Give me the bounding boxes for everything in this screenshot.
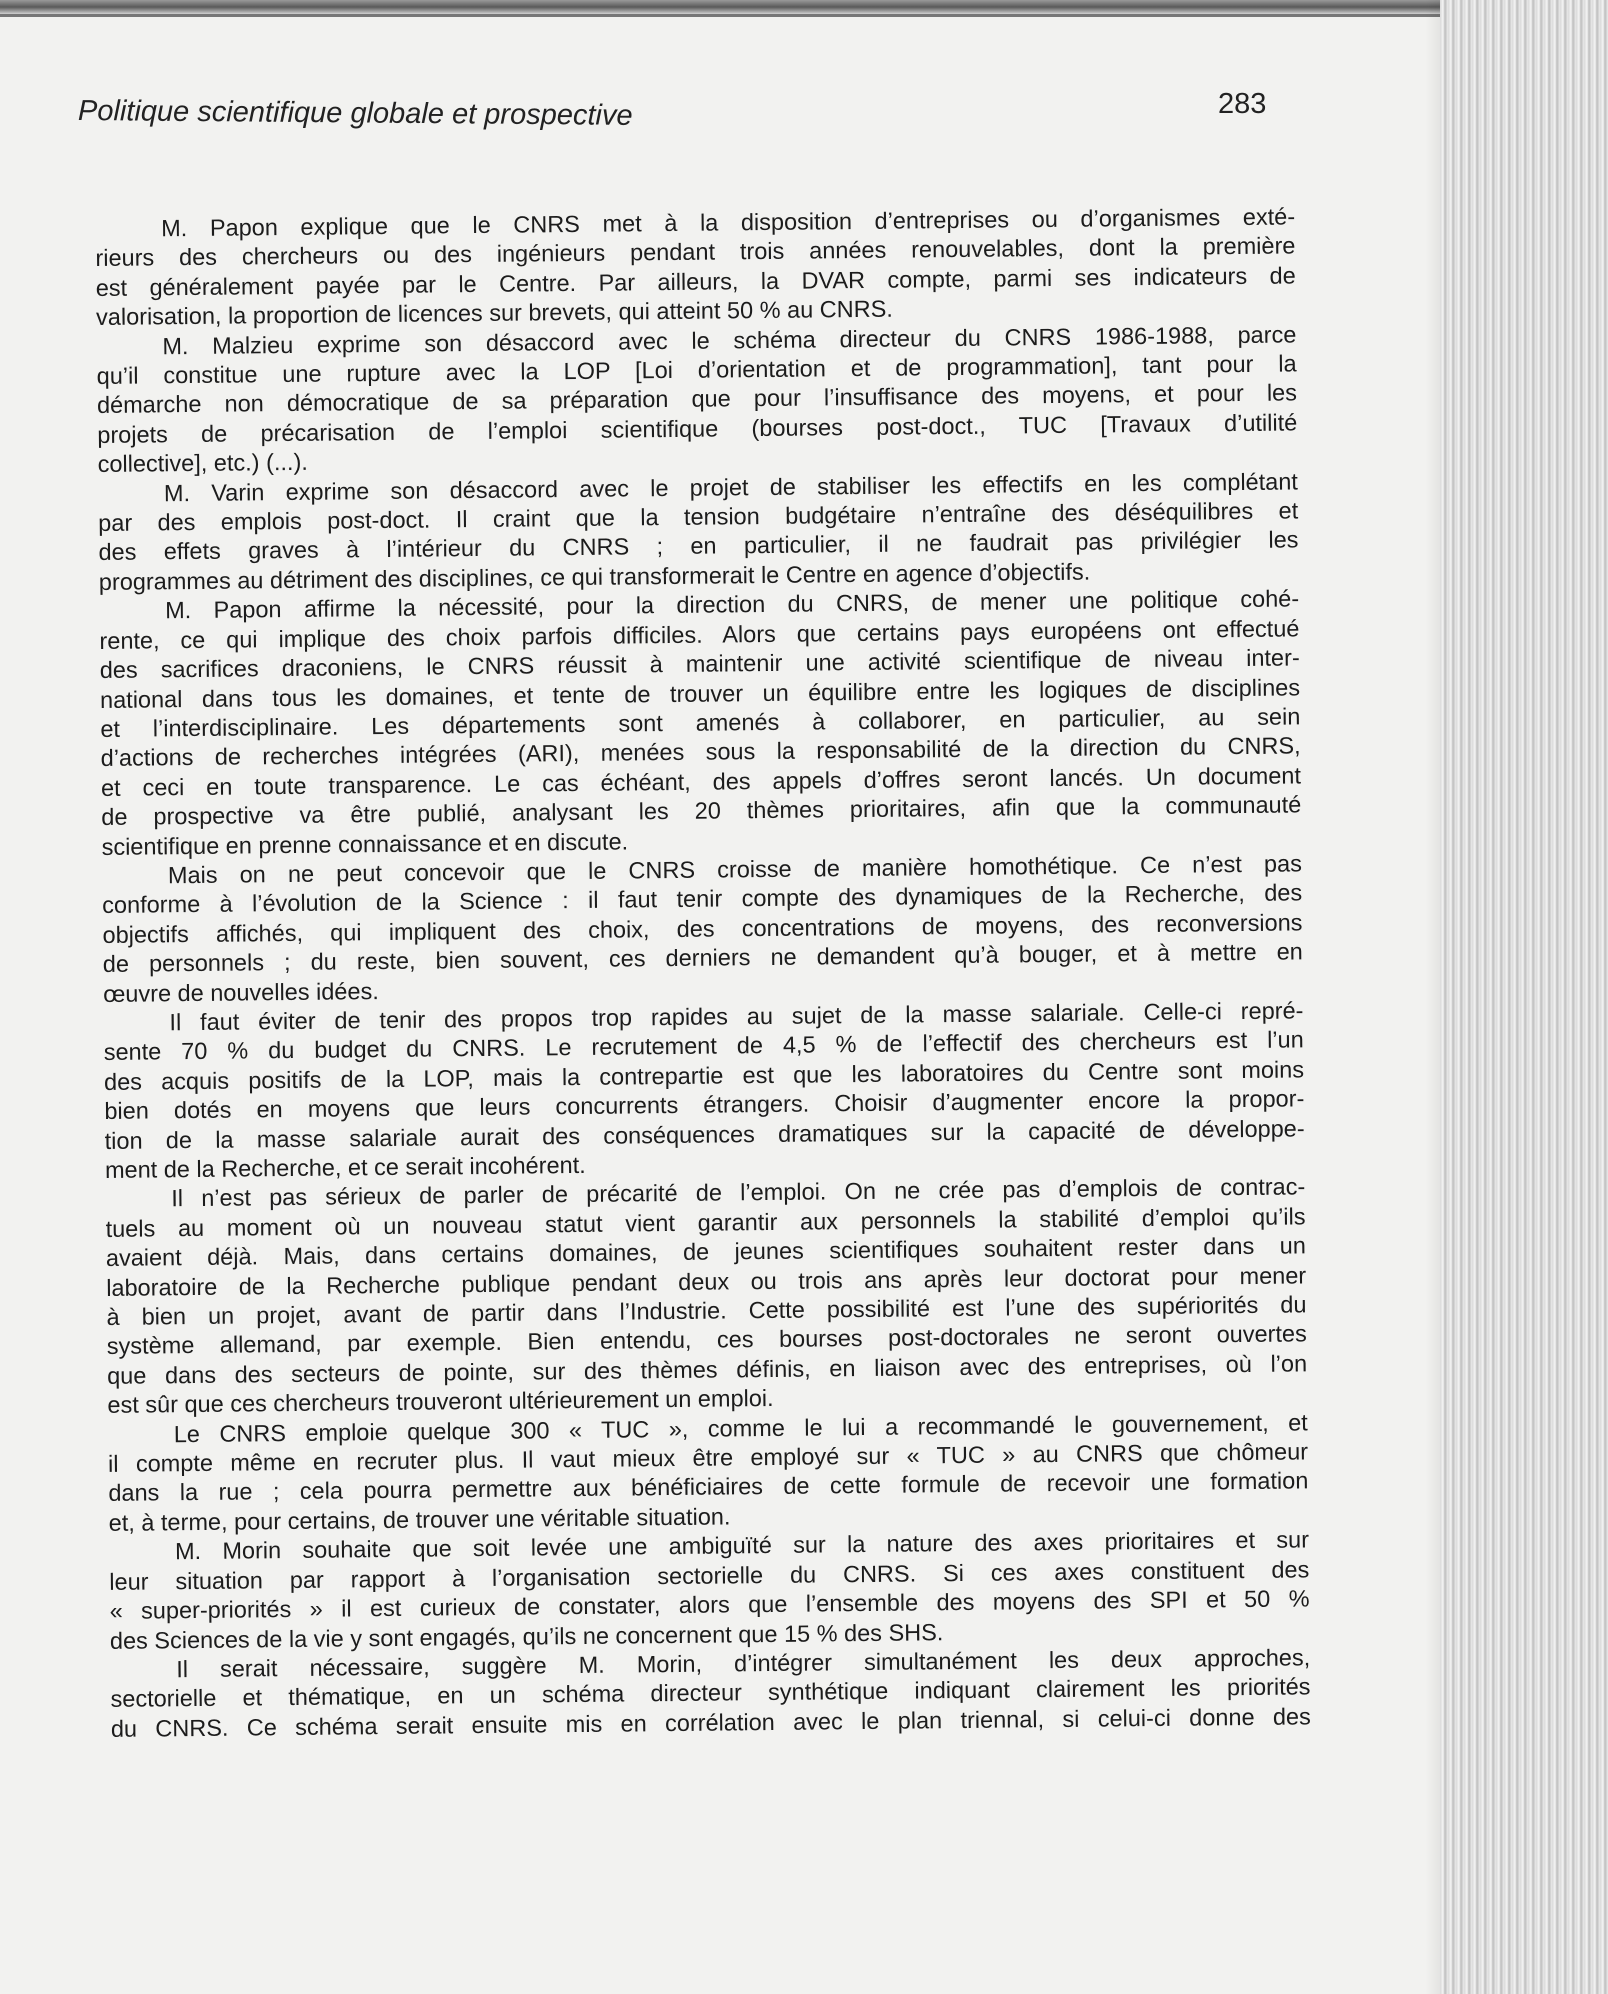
text-line: leur situation par rapport à l’organisation sectorielle du CNRS. Si ces axes constituent des (109, 1556, 1310, 1595)
text-line: des effets graves à l’intérieur du CNRS ; en particulier, il ne faudrait pas privilégier les (98, 526, 1299, 566)
text-line: Le CNRS emploie quelque 300 « TUC », comme le lui a recommandé le gouvernement, et (173, 1409, 1308, 1447)
text-line: il compte même en recruter plus. Il vaut mieux être employé sur « TUC » au CNRS que chômeur (107, 1438, 1309, 1477)
text-line: programmes au détriment des disciplines, ce qui transformerait le Centre en agence d’objectifs. (98, 558, 1091, 595)
text-line: collective], etc.) (...). (97, 449, 308, 478)
paragraph (103, 996, 1305, 1185)
text-line: et ceci en toute transparence. Le cas échéant, des appels d’offres seront lancés. Un document (100, 762, 1302, 801)
text-line: M. Papon explique que le CNRS met à la disposition d’entreprises ou d’organismes exté- (161, 203, 1296, 242)
paragraph (102, 849, 1303, 1009)
text-line: démarche non démocratique de sa préparation que pour l’insuffisance des moyens, et pour les (96, 379, 1298, 419)
text-line: sente 70 % du budget du CNRS. Le recrutement de 4,5 % de l’effectif des chercheurs est l’un (103, 1026, 1304, 1066)
text-line: est généralement payée par le Centre. Par ailleurs, la DVAR compte, parmi ses indicateurs de (95, 262, 1296, 301)
text-line: des sacrifices draconiens, le CNRS réussit à maintenir une activité scientifique de niveau inter- (99, 644, 1300, 684)
text-line: Mais on ne peut concevoir que le CNRS croisse de manière homothétique. Ce n’est pas (167, 850, 1302, 889)
text-line: dans la rue ; cela pourra permettre aux bénéficiaires de cette formule de recevoir une formation (108, 1467, 1309, 1507)
page-stack-edge (1440, 0, 1608, 1994)
paragraph (108, 1408, 1309, 1538)
text-line: et, à terme, pour certains, de trouver une véritable situation. (108, 1503, 731, 1536)
text-line: rieurs des chercheurs ou des ingénieurs pendant trois années renouvelables, dont la première (95, 232, 1296, 272)
text-line: œuvre de nouvelles idées. (103, 977, 379, 1007)
paragraph (110, 1643, 1311, 1744)
page-number: 283 (1218, 88, 1267, 120)
paragraph (98, 467, 1299, 597)
text-line: et l’interdisciplinaire. Les départements sont amenés à collaborer, en particulier, au sein (100, 703, 1301, 742)
text-line: national dans tous les domaines, et tente de trouver un équilibre entre les logiques de disciplines (99, 673, 1301, 713)
text-line: par des emplois post-doct. Il craint que la tension budgétaire n’entraîne des déséquilibres et (98, 497, 1299, 537)
text-line: tuels au moment où un nouveau statut vient garantir aux personnels la stabilité d’emploi qu’ils (105, 1203, 1306, 1242)
text-line: conforme à l’évolution de la Science : il faut tenir compte des dynamiques de la Recherche, des (102, 879, 1303, 919)
text-line: de personnels ; du reste, bien souvent, ces derniers ne demandent qu’à bouger, et à mettre en (102, 938, 1303, 978)
text-line: M. Papon affirme la nécessité, pour la direction du CNRS, de mener une politique cohé- (165, 585, 1300, 624)
text-line: M. Malzieu exprime son désaccord avec le schéma directeur du CNRS 1986-1988, parce (162, 321, 1297, 359)
text-line: scientifique en prenne connaissance et en discute. (101, 827, 629, 860)
text-line: à bien un projet, avant de partir dans l’Industrie. Cette possibilité est l’une des supériorités du (106, 1291, 1307, 1330)
paragraph (109, 1526, 1310, 1656)
text-line: M. Varin exprime son désaccord avec le projet de stabiliser les effectifs en les complétant (163, 468, 1298, 506)
paragraph (96, 320, 1297, 480)
paragraph (99, 585, 1302, 862)
text-line: des Sciences de la vie y sont engagés, qu’ils ne concernent que 15 % des SHS. (109, 1618, 944, 1654)
text-line: que dans des secteurs de pointe, sur des thèmes définis, en liaison avec des entreprises, où l’on (107, 1350, 1308, 1389)
text-line: objectifs affichés, qui impliquent des choix, des concentrations de moyens, des reconversions (102, 909, 1303, 948)
book-top-edge (0, 0, 1608, 14)
text-line: est sûr que ces chercheurs trouveront ultérieurement un emploi. (107, 1385, 774, 1419)
text-line: M. Morin souhaite que soit levée une ambiguïté sur la nature des axes prioritaires et sur (174, 1526, 1310, 1565)
text-line: valorisation, la proportion de licences sur brevets, qui atteint 50 % au CNRS. (95, 295, 893, 331)
text-line: qu’il constitue une rupture avec la LOP [Loi d’orientation et de programmation], tant pour la (96, 350, 1297, 390)
text-line: Il n’est pas sérieux de parler de précarité de l’emploi. On ne crée pas d’emplois de contrac- (171, 1173, 1306, 1212)
text-line: système allemand, par exemple. Bien entendu, ces bourses post-doctorales ne seront ouvertes (106, 1320, 1307, 1360)
text-line: « super-priorités » il est curieux de constater, alors que l’ensemble des moyens des SPI et 50 % (109, 1585, 1310, 1625)
paragraph (105, 1173, 1307, 1421)
body-text (95, 202, 1311, 1744)
text-line: des acquis positifs de la LOP, mais la contrepartie est que les laboratoires du Centre sont moins (103, 1056, 1305, 1095)
text-line: du CNRS. Ce schéma serait ensuite mis en corrélation avec le plan triennal, si celui-ci donne des (110, 1703, 1311, 1742)
paragraph (95, 202, 1296, 332)
text-line: tion de la masse salariale aurait des conséquences dramatiques sur la capacité de développe- (104, 1114, 1305, 1154)
text-line: de prospective va être publié, analysant les 20 thèmes prioritaires, afin que la communauté (101, 791, 1302, 831)
text-line: d’actions de recherches intégrées (ARI), menées sous la responsabilité de la direction du CNRS, (100, 732, 1301, 772)
text-line: laboratoire de la Recherche publique pendant deux ou trois ans après leur doctorat pour mener (106, 1262, 1307, 1301)
text-line: Il serait nécessaire, suggère M. Morin, d’intégrer simultanément les deux approches, (176, 1644, 1311, 1683)
text-line: rente, ce qui implique des choix parfois difficiles. Alors que certains pays européens ont effectué (99, 615, 1300, 654)
text-line: bien dotés en moyens que leurs concurrents étrangers. Choisir d’augmenter encore la propor- (104, 1085, 1305, 1125)
header-rule (0, 14, 1460, 17)
text-line: projets de précarisation de l’emploi scientifique (bourses post-doct., TUC [Travaux d’utilité (97, 409, 1298, 448)
text-line: ment de la Recherche, et ce serait incohérent. (104, 1151, 586, 1183)
text-line: Il faut éviter de tenir des propos trop rapides au sujet de la masse salariale. Celle-ci repré- (169, 997, 1304, 1036)
running-title: Politique scientifique globale et prospective (77, 95, 633, 132)
text-line: avaient déjà. Mais, dans certains domaines, de jeunes scientifiques souhaitent rester dans un (105, 1232, 1306, 1272)
text-line: sectorielle et thématique, en un schéma directeur synthétique indiquant clairement les priorités (110, 1673, 1311, 1713)
